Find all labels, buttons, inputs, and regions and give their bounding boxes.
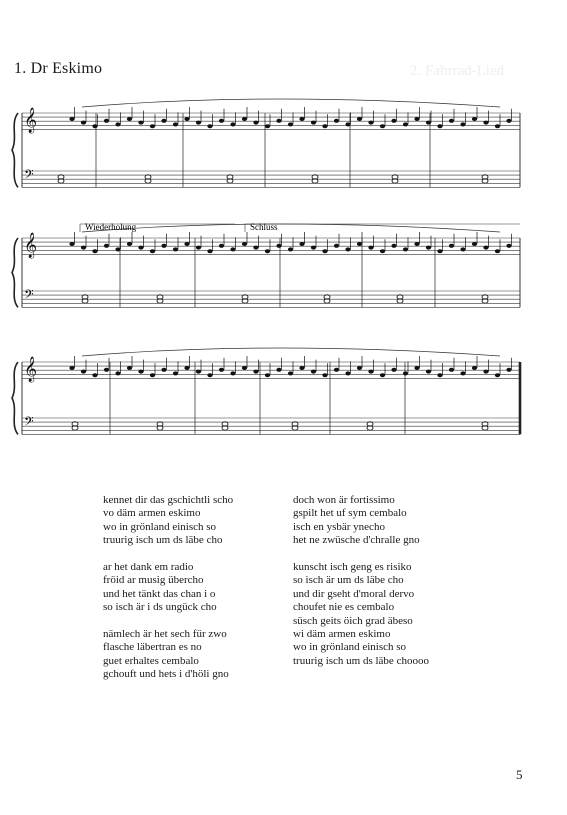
lyric-line: wo in grönland einisch so [103,520,217,533]
slur [82,348,500,356]
lyric-line: gspilt het uf sym cembalo [293,507,407,520]
notehead [81,370,86,374]
notehead [138,246,143,250]
notehead [345,371,350,375]
notehead [138,370,143,374]
notehead [161,368,166,372]
notehead [472,242,477,246]
notehead [161,244,166,248]
lyric-line: wi däm armen eskimo [293,628,391,641]
notehead [311,246,316,250]
notehead [506,368,511,372]
notehead [104,368,109,372]
repeat-marker-label: Wiederholung [85,222,137,232]
music-system [12,348,520,434]
notehead [219,119,224,123]
lyric-line: wo in grönland einisch so [293,641,407,654]
notehead [449,368,454,372]
notehead [495,124,500,128]
notehead [437,124,442,128]
notehead [115,371,120,375]
notehead [115,122,120,126]
notehead [265,124,270,128]
lyric-line: choufet nie es cembalo [293,601,395,614]
notehead [242,117,247,121]
notehead [127,242,132,246]
notehead [196,121,201,125]
notehead [495,249,500,253]
brace [12,238,18,307]
notehead [150,249,155,253]
notehead [449,244,454,248]
notehead [345,247,350,251]
lyric-line: het ne zwüsche d'chralle gno [293,534,420,547]
bass-clef: 𝄢 [24,414,34,432]
notehead [460,371,465,375]
notehead [219,244,224,248]
notehead [483,121,488,125]
lyric-line: und dir gseht d'moral dervo [293,587,415,600]
notehead [207,249,212,253]
lyric-line: guet erhaltes cembalo [103,654,199,667]
notehead [322,373,327,377]
lyric-line: kunscht isch geng es risiko [293,561,412,574]
notehead [299,242,304,246]
notehead [92,124,97,128]
notehead [288,247,293,251]
notehead [207,124,212,128]
notehead [460,247,465,251]
music-system [12,224,520,307]
end-marker-label: Schluss [250,222,278,232]
notehead [506,119,511,123]
lyrics-stanza [103,561,323,615]
lyric-line: truurig isch um ds läbe cho [103,534,223,547]
notehead [173,371,178,375]
notehead [460,122,465,126]
notehead [242,242,247,246]
notehead [81,121,86,125]
notehead [104,119,109,123]
lyric-line: flasche läbertran es no [103,641,202,654]
notehead [253,370,258,374]
brace [12,362,18,434]
notehead [161,119,166,123]
lyric-line: nämlech är het sech für zwo [103,628,227,641]
slur [82,99,500,107]
notehead [196,246,201,250]
notehead [288,371,293,375]
notehead [311,370,316,374]
notehead [426,246,431,250]
notehead [334,244,339,248]
notehead [391,244,396,248]
notehead [357,366,362,370]
notehead [357,242,362,246]
lyric-line: süsch geits öich grad äbeso [293,614,413,627]
notehead [368,121,373,125]
notehead [230,122,235,126]
notehead [184,366,189,370]
notehead [150,124,155,128]
lyrics-stanza [103,494,323,548]
notehead [472,117,477,121]
notehead [230,247,235,251]
notehead [253,246,258,250]
notehead [414,117,419,121]
notehead [426,370,431,374]
notehead [506,244,511,248]
notehead [265,373,270,377]
notehead [219,368,224,372]
notehead [403,247,408,251]
notehead [196,370,201,374]
notehead [299,117,304,121]
notehead [437,249,442,253]
notehead [449,119,454,123]
lyric-line: isch en ysbär ynecho [293,520,385,533]
notehead [368,370,373,374]
notehead [368,246,373,250]
lyric-line: gchouft und hets i d'höli gno [103,668,229,681]
page-number: 5 [516,767,523,782]
notehead [380,249,385,253]
lyric-line: ar het dank em radio [103,561,194,574]
notehead [483,246,488,250]
notehead [288,122,293,126]
lyrics-stanza [103,628,323,682]
treble-clef: 𝄞 [24,108,38,133]
notehead [104,244,109,248]
notehead [276,244,281,248]
bleed-through-heading: 2. Fahrrad-Lied [410,63,505,79]
notehead [138,121,143,125]
notehead [242,366,247,370]
lyrics-stanza [293,494,513,548]
notehead [472,366,477,370]
lyric-line: vo däm armen eskimo [103,507,201,520]
lyric-line: doch won är fortissimo [293,494,395,506]
notehead [380,124,385,128]
song-title: 1. Dr Eskimo [14,60,103,77]
notehead [207,373,212,377]
lyric-line: truurig isch um ds läbe choooo [293,654,429,667]
notehead [92,249,97,253]
notehead [184,117,189,121]
lyrics-stanza [293,561,513,668]
notehead [311,121,316,125]
notehead [322,249,327,253]
bass-clef: 𝄢 [24,287,34,305]
music-system [12,99,520,187]
notehead [115,247,120,251]
brace [12,113,18,187]
notehead [437,373,442,377]
notehead [69,242,74,246]
notehead [426,121,431,125]
notehead [127,366,132,370]
lyric-line: und het tänkt das chan i o [103,587,216,600]
lyrics-right-column [293,494,513,682]
treble-clef: 𝄞 [24,233,38,258]
notehead [322,124,327,128]
notehead [403,122,408,126]
notehead [276,119,281,123]
lyric-line: fröid ar musig übercho [103,574,204,587]
lyric-line: so isch är um ds läbe cho [293,574,404,587]
notehead [253,121,258,125]
notehead [184,242,189,246]
notehead [92,373,97,377]
notehead [230,371,235,375]
notehead [81,246,86,250]
notehead [414,242,419,246]
notehead [357,117,362,121]
notehead [276,368,281,372]
bass-clef: 𝄢 [24,167,34,185]
notehead [391,119,396,123]
notehead [391,368,396,372]
notehead [150,373,155,377]
notehead [173,247,178,251]
notehead [69,117,74,121]
notehead [173,122,178,126]
treble-clef: 𝄞 [24,357,38,382]
lyric-line: kennet dir das gschichtli scho [103,494,234,506]
notehead [483,370,488,374]
notehead [403,371,408,375]
lyrics-left-column [103,494,323,695]
notehead [69,366,74,370]
notehead [299,366,304,370]
notehead [414,366,419,370]
lyric-line: so isch är i ds ungück cho [103,601,217,614]
notehead [127,117,132,121]
notehead [334,368,339,372]
notehead [345,122,350,126]
notehead [495,373,500,377]
notehead [265,249,270,253]
notehead [380,373,385,377]
notehead [334,119,339,123]
slur [82,224,500,232]
